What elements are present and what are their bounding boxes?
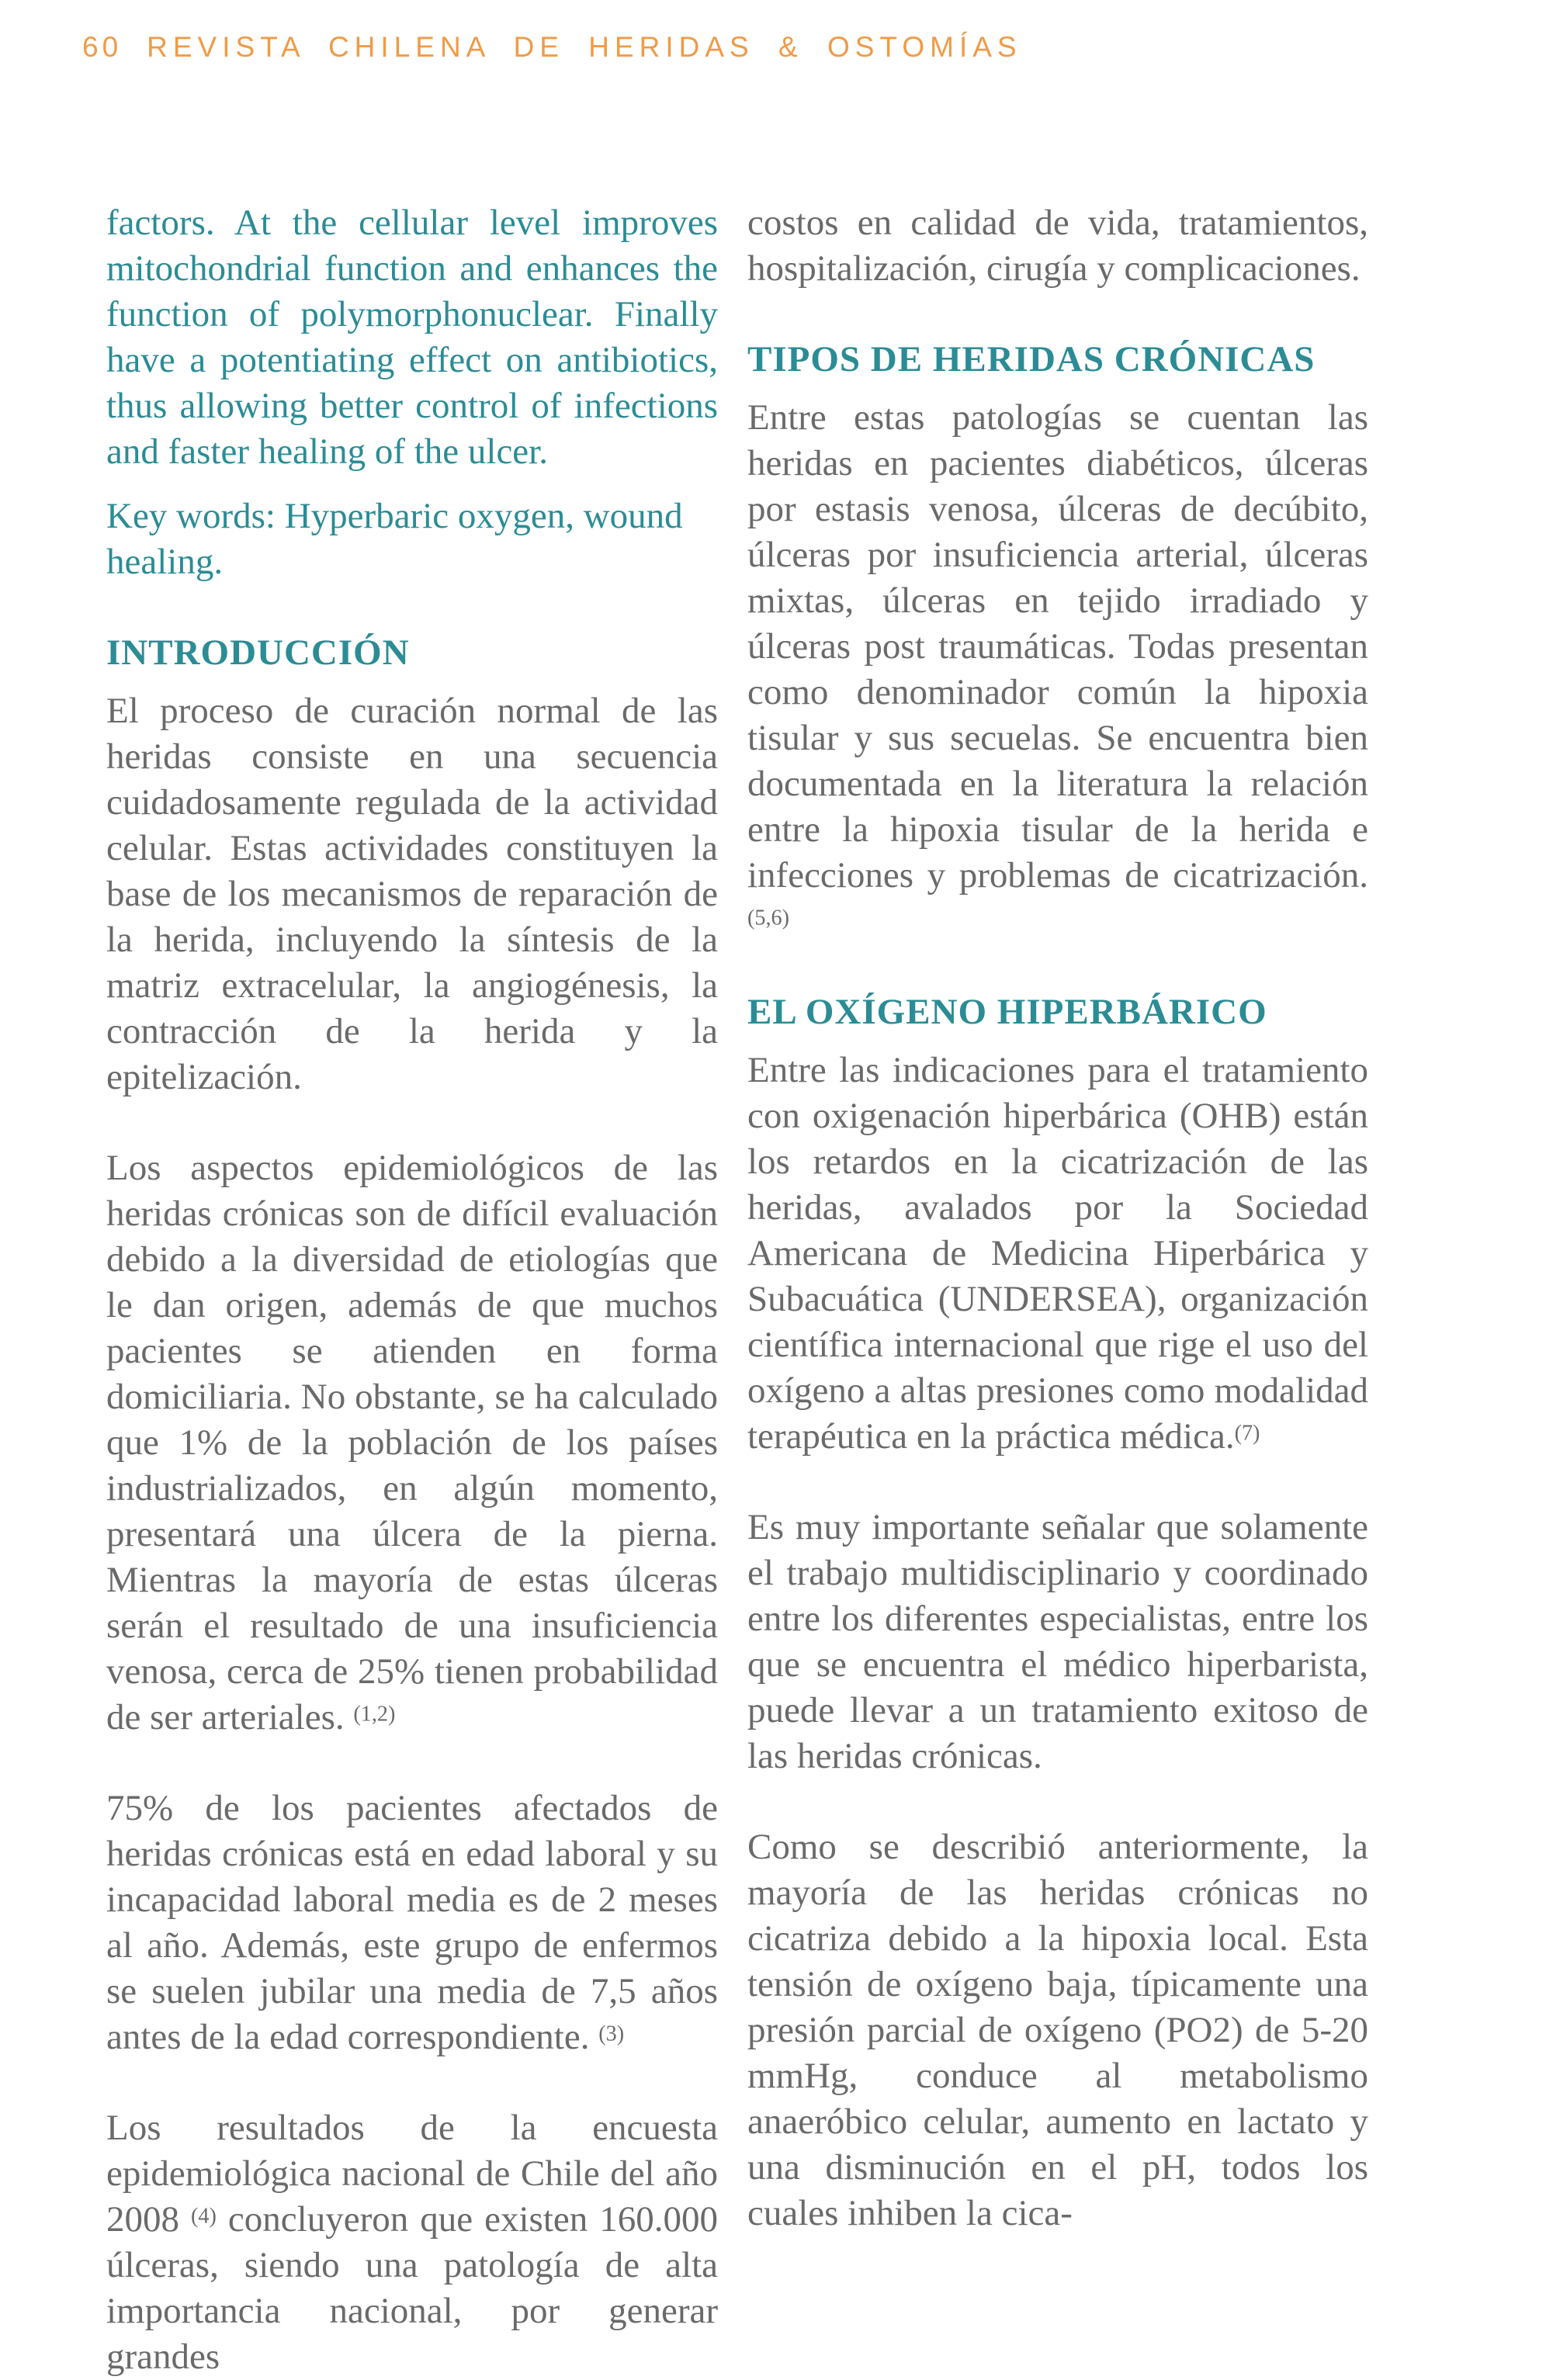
column-left [106, 200, 718, 2380]
body-paragraph: El proceso de curación normal de las heridas consiste en una secuencia cuidadosamente regulada de la actividad celular. Estas actividades constituyen la base de los mecanismos de reparación de la herida, incluyendo la síntesis de la matriz extracelular, la angiogénesis, la contracción de la herida y la epitelización. [106, 691, 718, 1097]
section-heading: INTRODUCCIÓN [106, 632, 410, 673]
running-head [82, 31, 1022, 64]
section-heading: EL OXÍGENO HIPERBÁRICO [747, 992, 1267, 1032]
body-paragraph: Los aspectos epidemiológicos de las heridas crónicas son de difícil evaluación debido a la diversidad de etiologías que le dan origen, además de que muchos pacientes se atienden en forma domiciliaria. No obstante, se ha calculado que 1% de la población de los países industrializados, en algún momento, presentará una úlcera de la pierna. Mientras la mayoría de estas úlceras serán el resultado de una insuficiencia venosa, cerca de 25% tienen probabilidad de ser arteriales. $^{(1,2)}$ [106, 1148, 718, 1737]
body-paragraph: Entre las indicaciones para el tratamiento con oxigenación hiperbárica (OHB) están los retardos en la cicatrización de las heridas, avalados por la Sociedad Americana de Medicina Hiperbárica y Subacuática (UNDERSEA), organización científica internacional que rige el uso del oxígeno a altas presiones como modalidad terapéutica en la práctica médica.$^{(7)}$ [747, 1050, 1368, 1457]
body-paragraph: Como se describió anteriormente, la mayoría de las heridas crónicas no cicatriza debido a la hipoxia local. Esta tensión de oxígeno baja, típicamente una presión parcial de oxígeno (PO2) de 5-20 mmHg, conduce al metabolismo anaeróbico celular, aumento en lactato y una disminución en el pH, todos los cuales inhiben la cica- [747, 1827, 1368, 2233]
abstract-paragraph: factors. At the cellular level improves mitochondrial function and enhances the function of polymorphonuclear. Finally have a potentiating effect on antibiotics, thus allowing better control of infections and faster healing of the ulcer. [106, 203, 718, 472]
keywords-line: Key words: Hyperbaric oxygen, wound healing. [106, 496, 683, 582]
body-paragraph: Los resultados de la encuesta epidemiológica nacional de Chile del año 2008 $^{(4)}$ concluyeron que existen 160.000 úlceras, siendo una patología de alta importancia nacional, por generar grandes [106, 2108, 719, 2377]
body-paragraph: costos en calidad de vida, tratamientos, hospitalización, cirugía y complicaciones. [747, 203, 1368, 289]
body-paragraph: Entre estas patologías se cuentan las heridas en pacientes diabéticos, úlceras por estasis venosa, úlceras de decúbito, úlceras por insuficiencia arterial, úlceras mixtas, úlceras en tejido irradiado y úlceras post traumáticas. Todas presentan como denominador común la hipoxia tisular y sus secuelas. Se encuentra bien documentada en la literatura la relación entre la hipoxia tisular de la herida e infecciones y problemas de cicatrización.$^{(5,6)}$ [747, 397, 1368, 930]
body-paragraph: Es muy importante señalar que solamente el trabajo multidisciplinario y coordinado entre los diferentes especialistas, entre los que se encuentra el médico hiperbarista, puede llevar a un tratamiento exitoso de las heridas crónicas. [747, 1507, 1368, 1776]
body-paragraph: 75% de los pacientes afectados de heridas crónicas está en edad laboral y su incapacidad laboral media es de 2 meses al año. Además, este grupo de enfermos se suelen jubilar una media de 7,5 años antes de la edad correspondiente. $^{(3)}$ [106, 1788, 718, 2057]
section-heading: TIPOS DE HERIDAS CRÓNICAS [747, 339, 1316, 379]
column-right [747, 200, 1368, 2236]
journal-title: REVISTA CHILENA DE HERIDAS & OSTOMÍAS [147, 31, 1022, 63]
page-number: 60 [82, 31, 123, 63]
